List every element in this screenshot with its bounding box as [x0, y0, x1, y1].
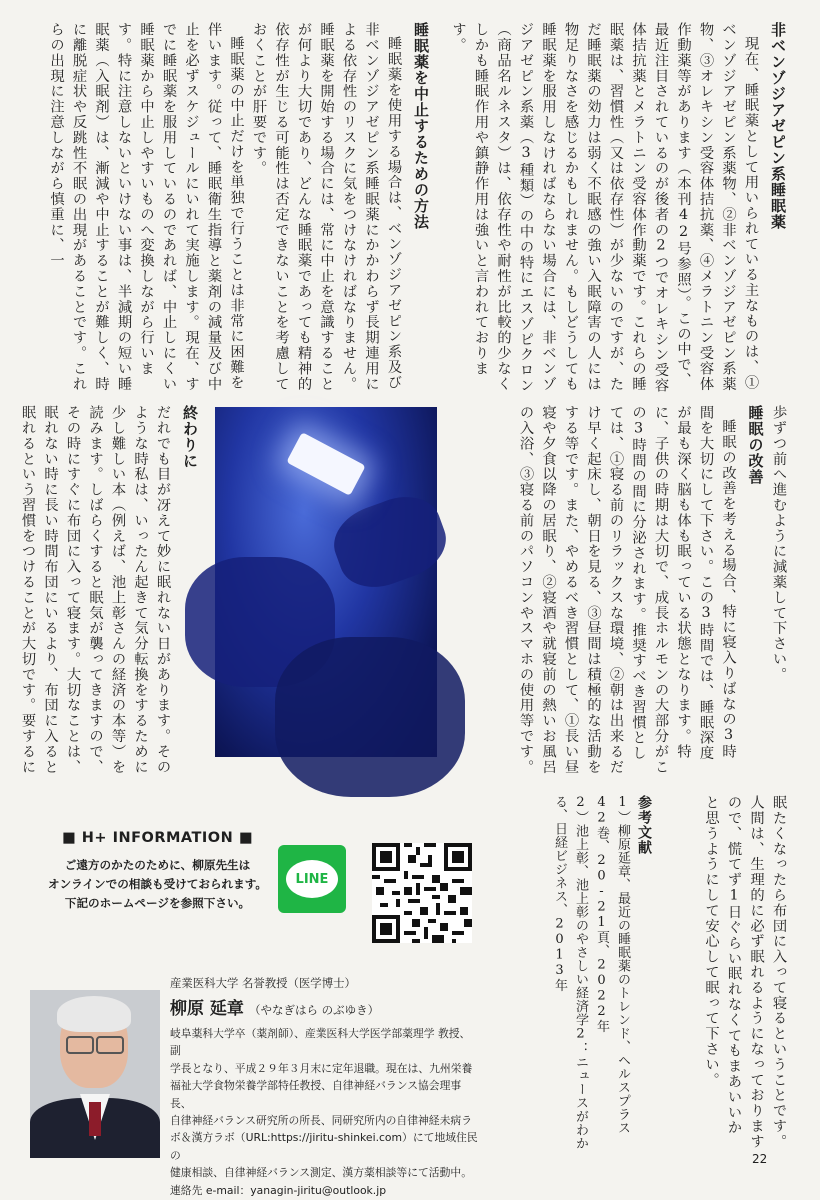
- info-line: ご遠方のかたのために、柳原先生は: [64, 858, 251, 872]
- info-line: 下記のホームページを参照下さい。: [64, 896, 251, 910]
- author-photo: [30, 990, 160, 1140]
- smartphone-in-bed-photo: [215, 407, 437, 757]
- author-bio-line: ボ＆漢方ラボ（URL:https://jiritu-shinkei.com）にて地域住民の: [170, 1131, 478, 1162]
- line-logo-text: LINE: [295, 871, 329, 887]
- author-bio-line: 学長となり、平成２９年３月末に定年退職。現在は、九州栄養: [170, 1061, 473, 1075]
- body-paragraph: 現在、睡眠薬として用いられている主なものは、①ベンゾジアゼピン系薬物、②非ベンゾジアゼピン系薬物、③オレキシン受容体拮抗薬、④メラトニン受容体作動薬等があります（本刊42号参照）。この中で、最近注目されているのが後者の2つでオレキシン受容体拮抗薬とメラトニン受容体作動薬です。これらの睡眠薬は、習慣性（又は依存性）が少ないのですが、ただ睡眠薬の効力は弱く不眠感の強い入眠障害の人には物足りなさを感じるかもしれません。もしどうしても睡眠薬を服用しなければならない場合には、非ベンゾジアゼピン系薬（3種類）の中の特にエスゾピクロン（商品名ルネスタ）は、依存性や耐性が比較的少なくしかも睡眠作用や鎮静作用は強いと言われております。: [450, 22, 759, 394]
- page-number: 22: [752, 1152, 768, 1166]
- section-heading: 非ベンゾジアゼピン系睡眠薬: [769, 22, 787, 230]
- info-line: オンラインでの相談も受けておられます。: [47, 877, 267, 891]
- info-title: ■ H+ INFORMATION ■: [61, 830, 254, 846]
- author-contact: 連絡先 e-mail：yanagin-jiritu@outlook.jp: [170, 1183, 387, 1197]
- author-bio-line: 福祉大学食物栄養学部特任教授、自律神経バランス協会理事長、: [170, 1079, 462, 1110]
- body-paragraph: 眠たくなったら布団に入って寝るということです。人間は、生理的に必ず眠れるようになっておりますので、慌てず1日ぐらい眠れなくてもまあいいかと思うようにして安心して眠って下さい。: [703, 795, 787, 1150]
- section-heading: 睡眠の改善: [746, 405, 765, 485]
- body-paragraph: だれでも目が冴えて妙に眠れない日があります。そのような時私は、いったん起きて気分転換をするために少し難しい本（例えば、池上彰さんの経済の本等）を読みます。しばらくすると眠気が襲ってきますので、その時にすぐに布団に入って寝ます。大切なことは、眠れない時に長い時間布団にいるより、布団に入ると眠れるという習慣をつけることが大切です。要するに: [20, 405, 171, 775]
- body-paragraph: 睡眠の改善を考える場合、特に寝入りばなの3時間を大切にして下さい。この3時間では、睡眠深度が最も深く脳も体も眠っている状態となります。特に、子供の時期は大切で、成長ホルモンの大部分がこの3時間の間に分泌されます。推奨すべき習慣としては、①寝る前のリラックスな環境、②朝は出来るだけ早く起床し、朝日を見る、③昼間は積極的な活動をする等です。また、やめるべき習慣として、①長い昼寝や夕食以降の居眠り、②寝酒や就寝前の熱いお風呂の入浴、③寝る前のパソコンやスマホの使用等です。: [518, 405, 737, 775]
- body-paragraph: 歩ずつ前へ進むように減薬して下さい。: [771, 405, 787, 683]
- section-heading: 睡眠薬を中止するための方法: [412, 22, 430, 230]
- section-sleep-improvement: [465, 405, 790, 775]
- section-heading: 終わりに: [181, 405, 199, 469]
- author-name-kana: （やなぎはら のぶゆき）: [249, 1003, 380, 1017]
- reference-item: 1）柳原延章、最近の睡眠薬のトレンド、ヘルスプラス42巻、20-21頁、2022年: [594, 795, 630, 1135]
- author-profile: [170, 975, 480, 1199]
- smartphone-icon: [286, 432, 366, 496]
- section-stop-sleeping-pills: [30, 22, 433, 394]
- section-closing-continued: [680, 795, 790, 1150]
- author-name: 柳原 延章: [170, 999, 244, 1019]
- body-paragraph: 睡眠薬の中止だけを単独で行うことは非常に困難を伴います。従って、睡眠衛生指導と薬剤の減量及び中止を必ずスケジュールにいれて実施します。現在、すでに睡眠薬を服用しているのであれば、中止しにくい睡眠薬から中止しやすいものへ変換しながら行います。特に注意しないといけない事は、半減期の短い睡眠薬（入眠剤）は、漸減や中止することが難しく、時に離脱症状や反跳性不眠の出現があることです。これらの出現に注意しながら慎重に、一: [48, 22, 245, 392]
- author-affiliation: 産業医科大学 名誉教授（医学博士）: [170, 976, 356, 990]
- qr-code-icon[interactable]: [372, 843, 472, 943]
- author-bio-line: 健康相談、自律神経バランス測定、漢方薬相談等にて活動中。: [170, 1166, 472, 1180]
- references: [552, 795, 655, 1160]
- reference-item: 2）池上彰、池上彰のやさしい経済学2：ニュースがわかる、日経ビジネス、2013年: [552, 795, 588, 1150]
- author-bio-line: 自律神経バランス研究所の所長、同研究所内の自律神経未病ラ: [170, 1114, 472, 1128]
- body-paragraph: 睡眠薬を使用する場合は、ベンゾジアゼピン系及び非ベンゾジアゼピン系睡眠薬にかかわらず長期連用による依存性のリスクに気をつけなければなりません。睡眠薬を開始する場合には、常に中止を意識することが何より大切であり、どんな睡眠薬であっても精神的依存性が生じる可能性は否定できないことを考慮しておくことが肝要です。: [251, 22, 402, 392]
- section-nonbenzo: [450, 22, 790, 394]
- references-heading: 参考文献: [636, 795, 652, 855]
- author-bio-line: 岐阜薬科大学卒（薬剤師）、産業医科大学医学部薬理学 教授、副: [170, 1027, 471, 1058]
- info-box: [30, 822, 285, 932]
- section-closing: [20, 405, 202, 775]
- line-logo-icon[interactable]: [278, 845, 346, 913]
